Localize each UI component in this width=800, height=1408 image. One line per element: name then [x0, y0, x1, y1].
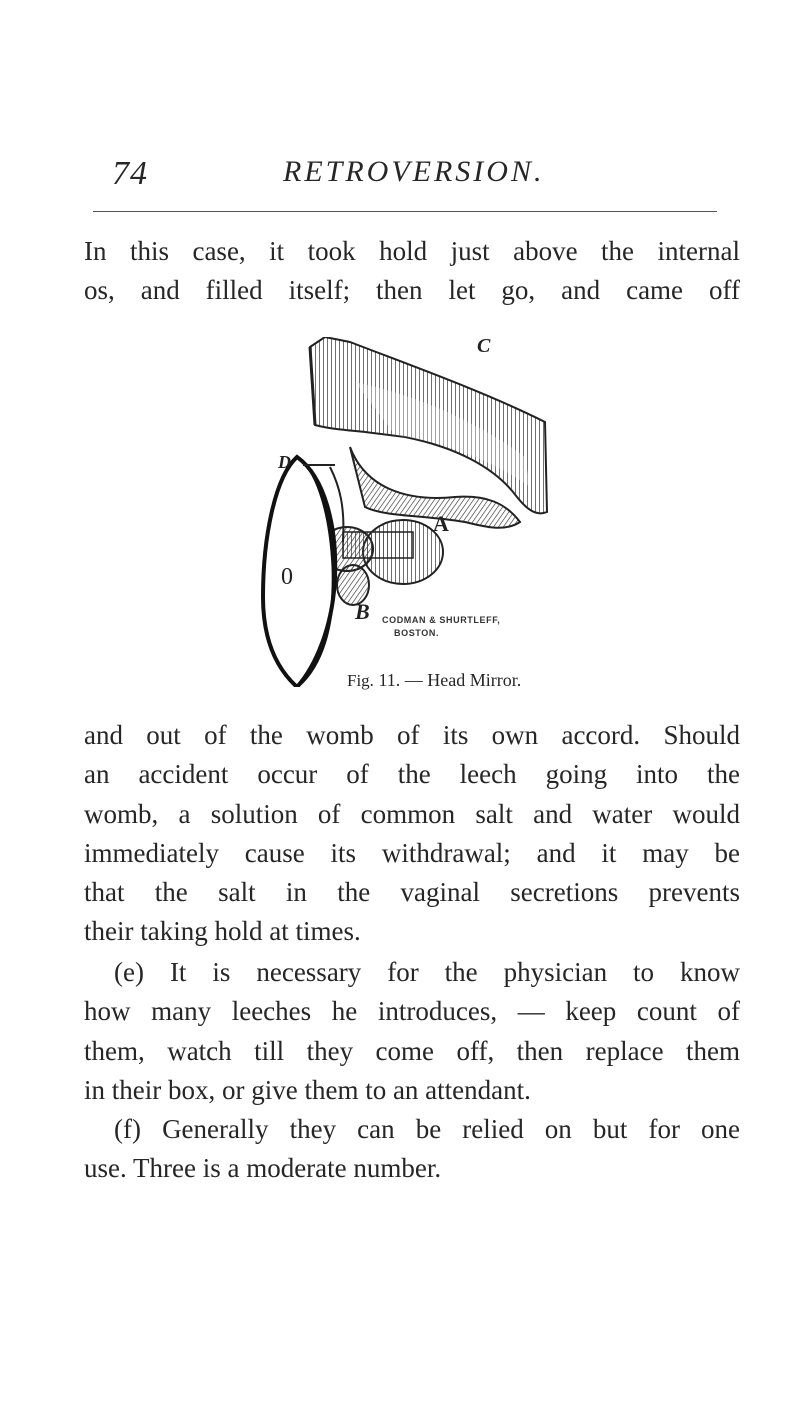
text-line-body: Generally they can be relied on but for one: [162, 1114, 740, 1144]
text-line: how many leeches he introduces, — keep count of: [84, 996, 740, 1027]
text-line: and out of the womb of its own accord. Should: [84, 720, 740, 750]
paragraph-main: [84, 716, 740, 952]
text-line: In this case, it took hold just above the internal: [84, 236, 740, 266]
maker-line-2: BOSTON.: [394, 628, 440, 638]
text-line: [84, 1110, 740, 1149]
text-line: that the salt in the vaginal secretions prevents: [84, 877, 740, 908]
text-line: them, watch till they come off, then replace them: [84, 1035, 740, 1066]
figure-caption: [347, 670, 521, 691]
page-number: 74: [112, 155, 148, 192]
paragraph-f: [84, 1110, 740, 1189]
caption-fig: Fig.: [347, 671, 374, 690]
paragraph-marker-f: (f): [114, 1114, 141, 1144]
paragraph-e: [84, 953, 740, 1110]
figure-label-b: B: [355, 599, 370, 624]
text-line: os, and filled itself; then let go, and came off: [84, 275, 740, 306]
figure-label-c: C: [477, 335, 491, 357]
text-line: use. Three is a moderate number.: [84, 1153, 442, 1184]
figure-label-o: 0: [281, 564, 293, 590]
figure-label-d: D: [278, 452, 291, 472]
text-line: womb, a solution of common salt and water would: [84, 798, 740, 829]
maker-line-1: CODMAN & SHURTLEFF,: [382, 615, 501, 625]
paragraph-top: [84, 232, 740, 311]
text-line-body: It is necessary for the physician to know: [169, 957, 741, 987]
header-rule: [93, 211, 717, 212]
text-line: immediately cause its withdrawal; and it may be: [84, 837, 740, 868]
text-line: [84, 953, 740, 992]
text-line: in their box, or give them to an attendant.: [84, 1074, 531, 1105]
figure-label-a: A: [433, 511, 449, 536]
running-head: RETROVERSION.: [283, 155, 545, 188]
text-line: their taking hold at times.: [84, 916, 361, 947]
caption-text: 11. — Head Mirror.: [378, 670, 522, 690]
text-line: an accident occur of the leech going into the: [84, 759, 740, 790]
figure-maker-mark: [382, 614, 500, 640]
paragraph-marker-e: (e): [114, 957, 144, 987]
